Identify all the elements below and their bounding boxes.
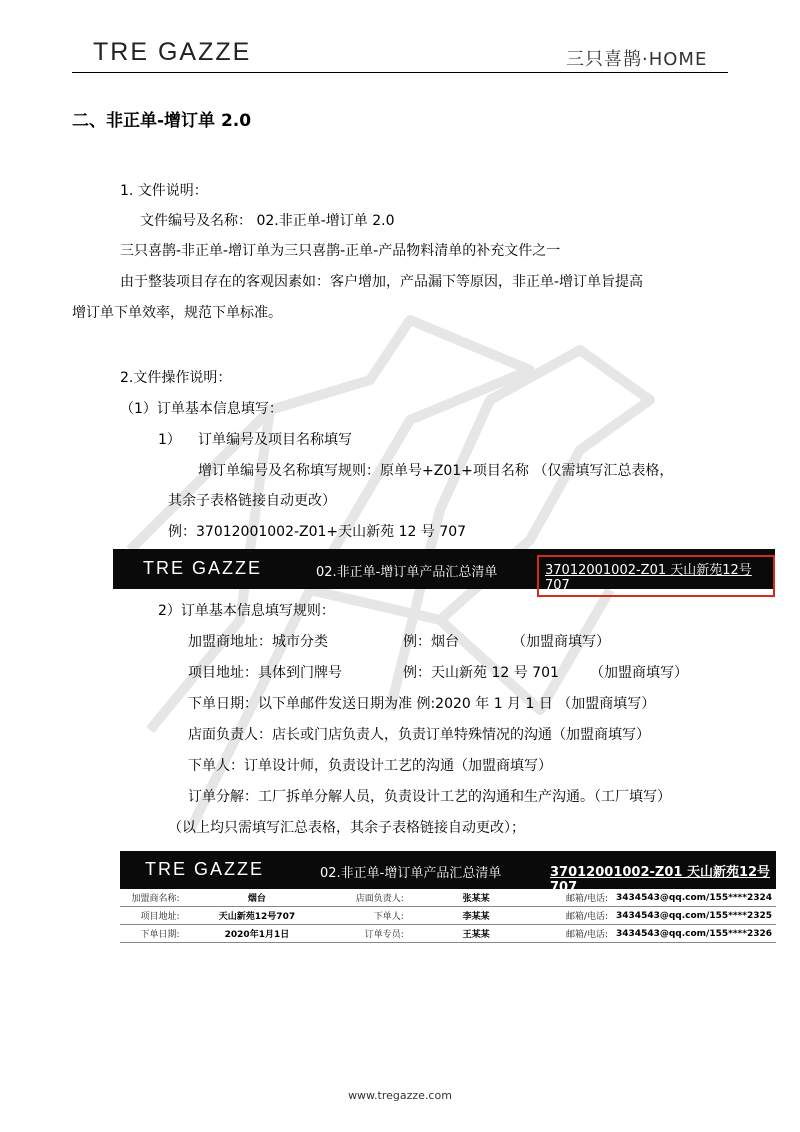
banner-title: 02.非正单-增订单产品汇总清单 <box>316 565 498 580</box>
banner2-order-code: 37012001002-Z01 天山新苑12号707 <box>550 865 771 895</box>
banner-summary-header-2 <box>120 851 776 895</box>
table-row <box>120 925 776 943</box>
cell-value: 3434543@qq.com/155****2326 <box>612 925 776 943</box>
cell-value: 3434543@qq.com/155****2324 <box>612 889 776 907</box>
desc-line-2a: 由于整装项目存在的客观因素如：客户增加，产品漏下等原因，非正单-增订单旨提高 <box>120 274 644 290</box>
section-heading: 二、非正单-增订单 2.0 <box>72 111 252 131</box>
brand-home-label: 三只喜鹊·HOME <box>566 49 708 70</box>
footer-url[interactable]: www.tregazze.com <box>348 1089 452 1102</box>
section2-title: 2.文件操作说明： <box>120 370 232 386</box>
order-code-highlight: 37012001002-Z01 天山新苑12号707 <box>537 555 775 597</box>
item1-title: 订单编号及项目名称填写 <box>198 432 352 448</box>
table-row <box>120 907 776 925</box>
rule-date: 下单日期：以下单邮件发送日期为准 例:2020 年 1 月 1 日 （加盟商填写） <box>188 696 656 712</box>
rule-address-who: （加盟商填写） <box>590 665 688 681</box>
banner2-logo: TRE GAZZE <box>145 859 265 879</box>
rule-franchise-label: 加盟商地址：城市分类 <box>188 634 328 650</box>
banner-logo: TRE GAZZE <box>143 558 263 578</box>
order-info-table <box>120 889 776 943</box>
cell-label: 邮箱/电话: <box>544 907 612 925</box>
rule-split: 订单分解：工厂拆单分解人员，负责设计工艺的沟通和生产沟通。（工厂填写） <box>188 789 671 805</box>
cell-label: 店面负责人: <box>330 889 407 907</box>
rule-address-example: 例：天山新苑 12 号 701 <box>403 665 559 681</box>
file-id-line: 文件编号及名称： 02.非正单-增订单 2.0 <box>140 213 395 229</box>
cell-label: 下单日期: <box>120 925 184 943</box>
item1-number: 1） <box>158 432 181 448</box>
desc-line-2b: 增订单下单效率，规范下单标准。 <box>72 305 282 321</box>
cell-value: 烟台 <box>184 889 331 907</box>
cell-label: 订单专员: <box>330 925 407 943</box>
banner-summary-header <box>113 549 775 593</box>
header-divider <box>72 72 728 73</box>
brand-logo: TRE GAZZE <box>93 38 252 66</box>
desc-line-1: 三只喜鹊-非正单-增订单为三只喜鹊-正单-产品物料清单的补充文件之一 <box>120 243 561 259</box>
cell-label: 下单人: <box>330 907 407 925</box>
rule-orderer: 下单人：订单设计师，负责设计工艺的沟通（加盟商填写） <box>188 758 552 774</box>
rule-franchise-who: （加盟商填写） <box>512 634 610 650</box>
subsection-1: （1）订单基本信息填写： <box>120 401 283 417</box>
rule-line-b: 其余子表格链接自动更改） <box>168 493 336 509</box>
banner2-title: 02.非正单-增订单产品汇总清单 <box>320 866 502 881</box>
rule-address-label: 项目地址：具体到门牌号 <box>188 665 342 681</box>
cell-label: 邮箱/电话: <box>544 889 612 907</box>
rule-note: （以上均只需填写汇总表格，其余子表格链接自动更改）； <box>168 820 525 836</box>
cell-value: 李某某 <box>408 907 545 925</box>
cell-value: 2020年1月1日 <box>184 925 331 943</box>
cell-value: 王某某 <box>408 925 545 943</box>
item2-title: 2）订单基本信息填写规则： <box>158 603 335 619</box>
cell-value: 3434543@qq.com/155****2325 <box>612 907 776 925</box>
rule-line-a: 增订单编号及名称填写规则：原单号+Z01+项目名称 （仅需填写汇总表格， <box>198 463 674 479</box>
cell-label: 邮箱/电话: <box>544 925 612 943</box>
example-line: 例：37012001002-Z01+天山新苑 12 号 707 <box>168 524 467 540</box>
cell-value: 天山新苑12号707 <box>184 907 331 925</box>
cell-label: 加盟商名称: <box>120 889 184 907</box>
cell-value: 张某某 <box>408 889 545 907</box>
rule-franchise-example: 例：烟台 <box>403 634 459 650</box>
table-row <box>120 889 776 907</box>
section1-title: 1. 文件说明： <box>120 183 208 199</box>
rule-manager: 店面负责人：店长或门店负责人，负责订单特殊情况的沟通（加盟商填写） <box>188 727 650 743</box>
cell-label: 项目地址: <box>120 907 184 925</box>
